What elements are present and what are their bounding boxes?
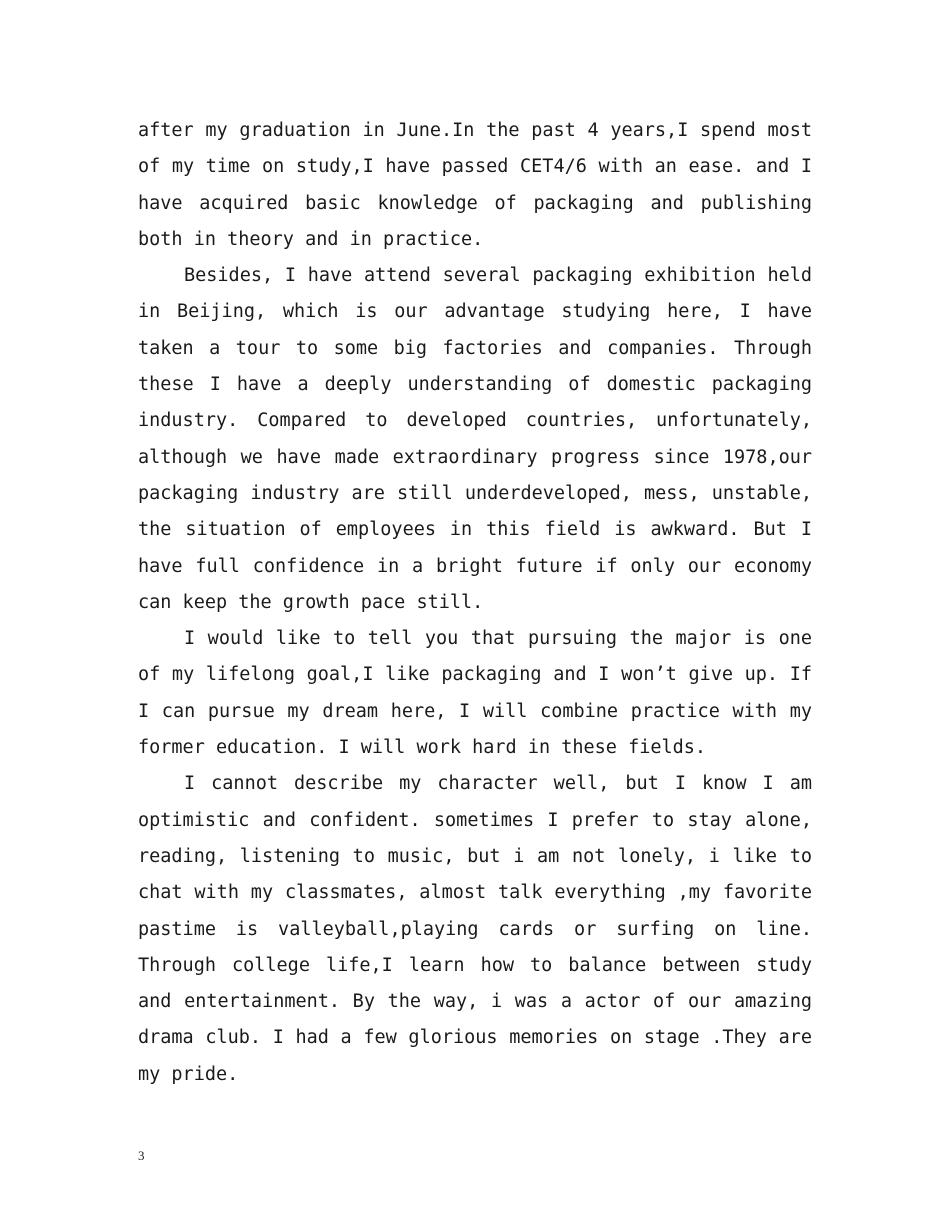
document-body bbox=[138, 113, 812, 1093]
paragraph-4: I cannot describe my character well, but I know I am optimistic and confident. sometimes I prefer to stay alone, reading, listening to music, but i am not lonely, i like to chat with my classmates, almost talk everything ,my favorite pastime is valleyball,playing cards or surfing on line. Through college life,I learn how to balance between study and entertainment. By the way, i was a actor of our amazing drama club. I had a few glorious memories on stage .They are my pride. bbox=[138, 773, 812, 1085]
paragraph-3: I would like to tell you that pursuing the major is one of my lifelong goal,I like packaging and I won’t give up. If I can pursue my dream here, I will combine practice with my former education. I will work hard in these fields. bbox=[138, 628, 812, 759]
paragraph-1: after my graduation in June.In the past 4 years,I spend most of my time on study,I have passed CET4/6 with an ease. and I have acquired basic knowledge of packaging and publishing both in theory and in practice. bbox=[138, 120, 812, 250]
page-number: 3 bbox=[138, 1148, 145, 1163]
paragraph-2: Besides, I have attend several packaging exhibition held in Beijing, which is our advantage studying here, I have taken a tour to some big factories and companies. Through these I have a deeply understanding of domestic packaging industry. Compared to developed countries, unfortunately, although we have made extraordinary progress since 1978,our packaging industry are still underdeveloped, mess, unstable, the situation of employees in this field is awkward. But I have full confidence in a bright future if only our economy can keep the growth pace still. bbox=[138, 265, 812, 613]
